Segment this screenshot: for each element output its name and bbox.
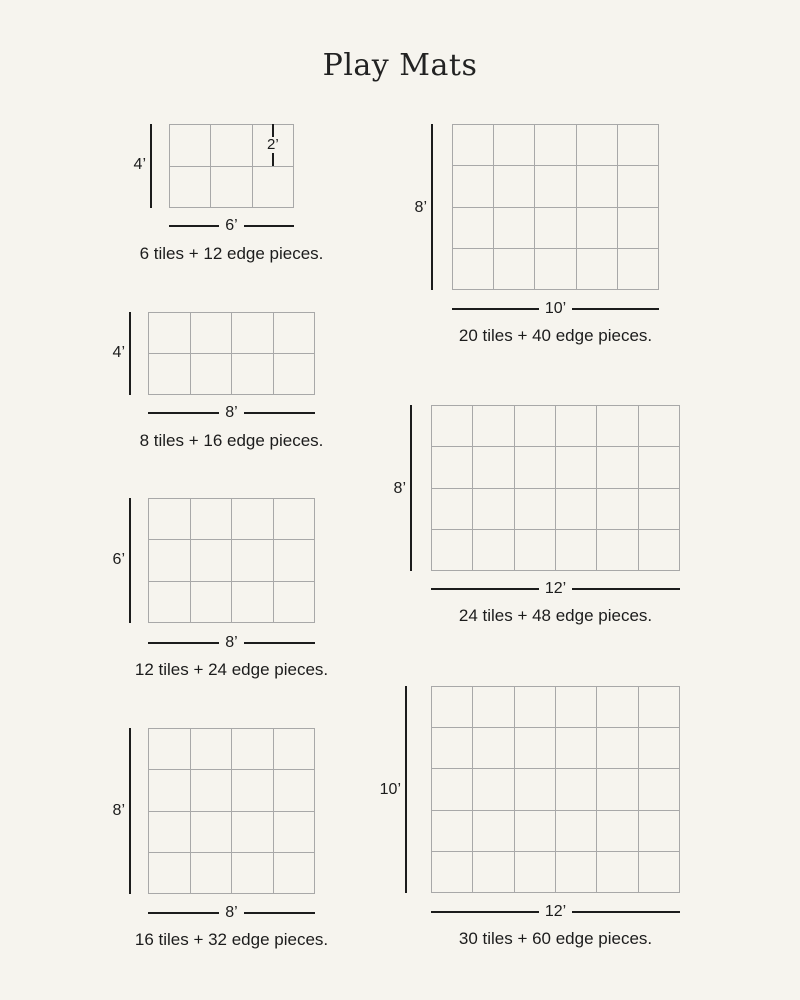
tile	[432, 769, 473, 810]
tile	[535, 125, 576, 166]
tile	[432, 852, 473, 893]
tile	[432, 447, 473, 488]
tile	[597, 489, 638, 530]
tile	[149, 313, 191, 354]
mat-caption: 20 tiles + 40 edge pieces.	[458, 326, 653, 345]
tile	[191, 582, 233, 623]
tile	[597, 687, 638, 728]
mat-caption: 6 tiles + 12 edge pieces.	[139, 244, 324, 263]
height-dimension-line	[150, 124, 152, 208]
tile	[232, 853, 274, 894]
tile	[232, 770, 274, 811]
tile	[149, 582, 191, 623]
tile	[473, 406, 514, 447]
height-dimension-line	[129, 728, 131, 894]
mat-caption: 16 tiles + 32 edge pieces.	[134, 930, 329, 949]
tile-grid	[148, 728, 315, 894]
tile	[473, 852, 514, 893]
width-label: 12’	[544, 903, 567, 920]
tile	[253, 167, 294, 209]
width-label: 8’	[225, 904, 238, 921]
tile-grid	[148, 312, 315, 395]
width-label: 8’	[225, 404, 238, 421]
tile-grid	[148, 498, 315, 623]
tile	[556, 447, 597, 488]
tile	[639, 489, 680, 530]
tile	[494, 125, 535, 166]
tile	[473, 728, 514, 769]
tile	[556, 489, 597, 530]
tile-grid	[431, 405, 680, 571]
tile	[494, 249, 535, 290]
tile	[149, 540, 191, 581]
tile	[453, 208, 494, 249]
tile	[597, 811, 638, 852]
tile	[515, 447, 556, 488]
height-label: 4’	[133, 156, 146, 173]
mat-caption: 8 tiles + 16 edge pieces.	[139, 431, 324, 450]
tile	[274, 540, 316, 581]
tile	[639, 728, 680, 769]
width-dimension	[452, 300, 659, 318]
tile	[639, 811, 680, 852]
tile	[639, 447, 680, 488]
tile	[473, 769, 514, 810]
tile	[232, 729, 274, 770]
height-label: 6’	[112, 551, 125, 568]
tile	[232, 354, 274, 395]
tile	[515, 769, 556, 810]
mat-caption: 30 tiles + 60 edge pieces.	[458, 929, 653, 948]
tile	[149, 770, 191, 811]
tile	[535, 166, 576, 207]
tile	[639, 769, 680, 810]
tile	[191, 354, 233, 395]
tile-grid	[431, 686, 680, 893]
tile	[274, 770, 316, 811]
tile	[432, 406, 473, 447]
tile	[432, 530, 473, 571]
tile	[191, 313, 233, 354]
tile	[597, 852, 638, 893]
tile	[453, 166, 494, 207]
tile	[473, 530, 514, 571]
tile	[274, 354, 316, 395]
mat-caption: 12 tiles + 24 edge pieces.	[134, 660, 329, 679]
tile	[432, 728, 473, 769]
height-dimension-line	[410, 405, 412, 571]
tile	[453, 125, 494, 166]
tile-size-label: 2’	[267, 136, 279, 153]
tile	[556, 406, 597, 447]
tile	[232, 582, 274, 623]
tile	[618, 166, 659, 207]
tile	[494, 208, 535, 249]
tile	[232, 540, 274, 581]
tile	[535, 208, 576, 249]
tile	[432, 489, 473, 530]
tile	[191, 540, 233, 581]
tile	[556, 687, 597, 728]
tile	[149, 729, 191, 770]
height-dimension-line	[431, 124, 433, 290]
width-dimension	[148, 904, 315, 922]
tile	[191, 499, 233, 540]
tile	[274, 313, 316, 354]
tile	[639, 852, 680, 893]
page-title: Play Mats	[322, 48, 478, 83]
tile	[274, 853, 316, 894]
height-label: 8’	[112, 802, 125, 819]
width-label: 6’	[225, 217, 238, 234]
tile	[618, 208, 659, 249]
tile-grid	[452, 124, 659, 290]
tile	[191, 812, 233, 853]
tile	[494, 166, 535, 207]
tile	[556, 852, 597, 893]
tile	[274, 729, 316, 770]
tile	[432, 687, 473, 728]
tile	[274, 812, 316, 853]
tile	[515, 687, 556, 728]
tile	[597, 728, 638, 769]
tile	[473, 687, 514, 728]
tile	[515, 406, 556, 447]
tile	[597, 769, 638, 810]
tile	[191, 770, 233, 811]
tile	[211, 167, 252, 209]
tile	[597, 530, 638, 571]
tile	[149, 354, 191, 395]
tile	[515, 530, 556, 571]
tile	[577, 249, 618, 290]
tile	[232, 812, 274, 853]
tile	[274, 499, 316, 540]
tile	[597, 406, 638, 447]
height-label: 8’	[393, 480, 406, 497]
height-label: 4’	[112, 344, 125, 361]
tile	[473, 447, 514, 488]
tile	[149, 853, 191, 894]
tile	[515, 728, 556, 769]
tile	[618, 249, 659, 290]
height-dimension-line	[405, 686, 407, 893]
tile	[473, 489, 514, 530]
tile	[639, 687, 680, 728]
tile	[191, 729, 233, 770]
tile	[191, 853, 233, 894]
width-dimension	[148, 404, 315, 422]
width-label: 8’	[225, 634, 238, 651]
tile	[211, 125, 252, 167]
width-dimension	[431, 903, 680, 921]
tile	[170, 125, 211, 167]
tile	[577, 125, 618, 166]
tile	[556, 769, 597, 810]
tile	[232, 499, 274, 540]
tile	[597, 447, 638, 488]
tile	[515, 489, 556, 530]
width-label: 12’	[544, 580, 567, 597]
width-dimension	[148, 634, 315, 652]
mat-caption: 24 tiles + 48 edge pieces.	[458, 606, 653, 625]
tile	[556, 728, 597, 769]
height-label: 8’	[414, 199, 427, 216]
tile	[453, 249, 494, 290]
tile	[432, 811, 473, 852]
tile	[639, 406, 680, 447]
tile	[535, 249, 576, 290]
tile	[149, 812, 191, 853]
tile	[274, 582, 316, 623]
tile	[556, 530, 597, 571]
height-label: 10’	[379, 781, 401, 798]
width-dimension	[169, 217, 294, 235]
tile	[577, 208, 618, 249]
height-dimension-line	[129, 498, 131, 623]
tile	[515, 852, 556, 893]
tile	[473, 811, 514, 852]
tile	[556, 811, 597, 852]
width-label: 10’	[544, 300, 567, 317]
tile	[618, 125, 659, 166]
tile	[577, 166, 618, 207]
tile	[515, 811, 556, 852]
width-dimension	[431, 580, 680, 598]
tile	[149, 499, 191, 540]
tile	[232, 313, 274, 354]
height-dimension-line	[129, 312, 131, 395]
tile	[170, 167, 211, 209]
tile	[639, 530, 680, 571]
